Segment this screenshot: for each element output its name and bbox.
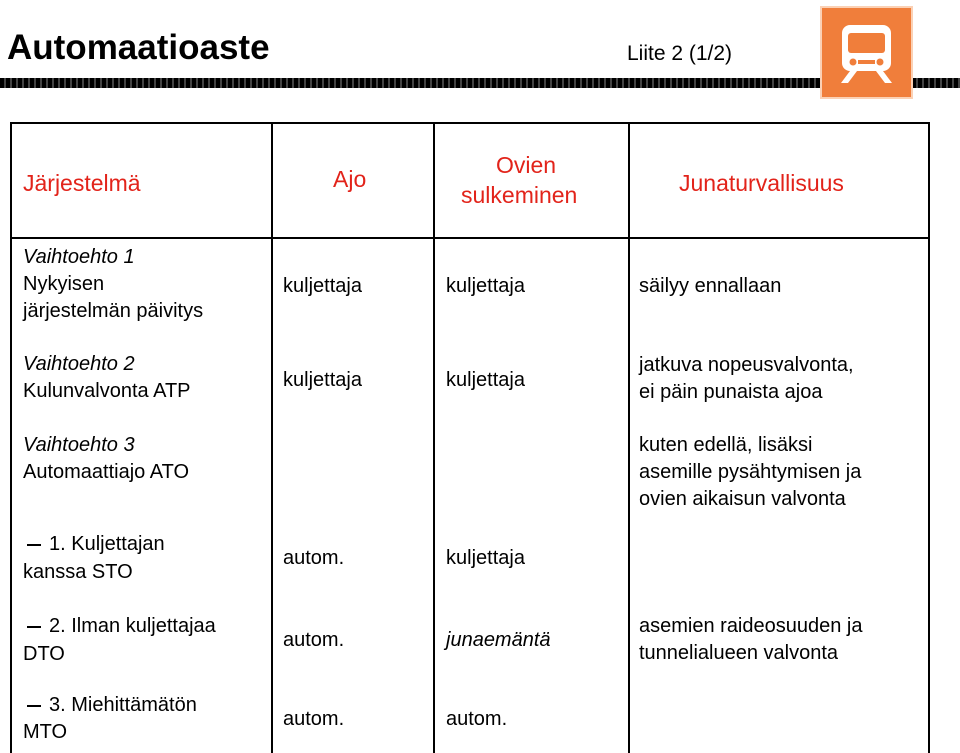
row4-drive: autom. xyxy=(283,547,345,569)
row2-safety-line2: ei päin punaista ajoa xyxy=(639,381,823,403)
row5-label-text: 2. Ilman kuljettajaa xyxy=(49,615,216,637)
bullet-dash xyxy=(27,705,41,707)
row5-safety-line2: tunnelialueen valvonta xyxy=(639,642,839,664)
row3-safety-line1: kuten edellä, lisäksi xyxy=(639,434,813,456)
row1-drive: kuljettaja xyxy=(283,275,362,297)
row1-safety: säilyy ennallaan xyxy=(639,275,782,297)
row4-label-line1 xyxy=(23,531,165,558)
row4-label-line2: kanssa STO xyxy=(23,561,133,583)
page-title: Automaatioaste xyxy=(7,28,270,67)
column-divider xyxy=(271,124,273,753)
row6-drive: autom. xyxy=(283,708,345,730)
page-subtitle: Liite 2 (1/2) xyxy=(627,42,733,65)
row5-label-line2: DTO xyxy=(23,643,65,665)
row4-label-text: 1. Kuljettajan xyxy=(49,533,165,555)
bullet-dash xyxy=(27,626,41,628)
row5-label-line1 xyxy=(23,613,216,640)
row5-doors: junaemäntä xyxy=(446,629,551,651)
automation-table xyxy=(10,122,930,753)
row6-label-text: 3. Miehittämätön xyxy=(49,694,197,716)
row2-doors: kuljettaja xyxy=(446,369,525,391)
row6-label-line2: MTO xyxy=(23,721,68,743)
row3-label-line1: Vaihtoehto 3 xyxy=(23,434,135,456)
row1-label-line2: Nykyisen xyxy=(23,273,105,295)
row1-doors: kuljettaja xyxy=(446,275,525,297)
row4-doors: kuljettaja xyxy=(446,547,525,569)
row2-label-line2: Kulunvalvonta ATP xyxy=(23,380,191,402)
row5-safety-line1: asemien raideosuuden ja xyxy=(639,615,863,637)
header-doors-line2: sulkeminen xyxy=(461,182,578,208)
column-divider xyxy=(628,124,630,753)
header-drive: Ajo xyxy=(333,166,367,192)
row2-safety-line1: jatkuva nopeusvalvonta, xyxy=(639,354,854,376)
row1-label-line1: Vaihtoehto 1 xyxy=(23,246,135,268)
row2-label-line1: Vaihtoehto 2 xyxy=(23,353,135,375)
header-safety: Junaturvallisuus xyxy=(679,170,844,196)
bullet-dash xyxy=(27,544,41,546)
row3-safety-line2: asemille pysähtymisen ja xyxy=(639,461,862,483)
title-divider xyxy=(0,78,960,88)
header-system: Järjestelmä xyxy=(23,170,141,196)
header-doors-line1: Ovien xyxy=(496,152,557,178)
row1-label-line3: järjestelmän päivitys xyxy=(23,300,204,322)
train-icon xyxy=(820,6,913,99)
row3-safety-line3: ovien aikaisun valvonta xyxy=(639,488,846,510)
row6-doors: autom. xyxy=(446,708,508,730)
row2-drive: kuljettaja xyxy=(283,369,362,391)
column-divider xyxy=(433,124,435,753)
header-divider xyxy=(12,237,928,239)
row6-label-line1 xyxy=(23,692,197,719)
row5-drive: autom. xyxy=(283,629,345,651)
row3-label-line2: Automaattiajo ATO xyxy=(23,461,190,483)
